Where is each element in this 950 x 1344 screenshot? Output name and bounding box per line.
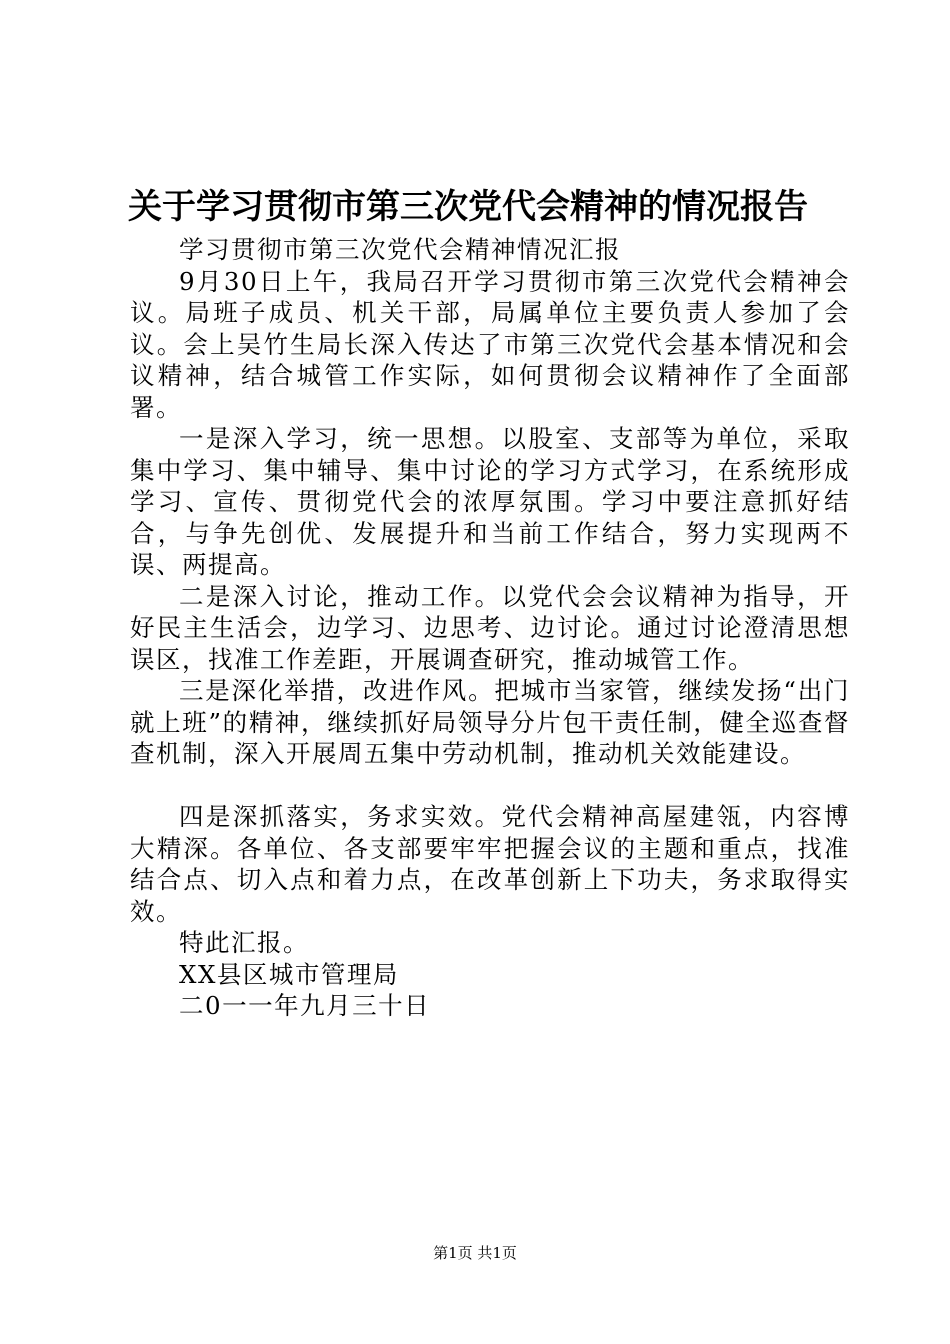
paragraph-point-one: 一是深入学习，统一思想。以股室、支部等为单位，采取集中学习、集中辅导、集中讨论的学习方式学习，在系统形成学习、宣传、贯彻党代会的浓厚氛围。学习中要注意抓好结合，与争先创优、发展提升和当前工作结合，努力实现两不误、两提高。 <box>130 424 850 579</box>
signature-date: 二0一一年九月三十日 <box>179 991 431 1020</box>
page-number: 第1页 共1页 <box>433 1244 517 1262</box>
signature-organization: XX县区城市管理局 <box>179 959 399 989</box>
closing-statement: 特此汇报。 <box>179 928 309 957</box>
document-title: 关于学习贯彻市第三次党代会精神的情况报告 <box>128 187 808 227</box>
paragraph-point-three: 三是深化举措，改进作风。把城市当家管，继续发扬“出门就上班”的精神，继续抓好局领导分片包干责任制，健全巡查督查机制，深入开展周五集中劳动机制，推动机关效能建设。 <box>130 676 850 768</box>
document-body <box>130 234 850 1022</box>
paragraph-meeting: 9月30日上午，我局召开学习贯彻市第三次党代会精神会议。局班子成员、机关干部，局属单位主要负责人参加了会议。会上吴竹生局长深入传达了市第三次党代会基本情况和会议精神，结合城管工作实际，如何贯彻会议精神作了全面部署。 <box>130 266 850 422</box>
paragraph-point-four: 四是深抓落实，务求实效。党代会精神高屋建瓴，内容博大精深。各单位、各支部要牢牢把握会议的主题和重点，找准结合点、切入点和着力点，在改革创新上下功夫，务求取得实效。 <box>130 802 850 926</box>
report-subtitle: 学习贯彻市第三次党代会精神情况汇报 <box>179 235 621 264</box>
paragraph-point-two: 二是深入讨论，推动工作。以党代会会议精神为指导，开好民主生活会，边学习、边思考、边讨论。通过讨论澄清思想误区，找准工作差距，开展调查研究，推动城管工作。 <box>130 581 850 674</box>
